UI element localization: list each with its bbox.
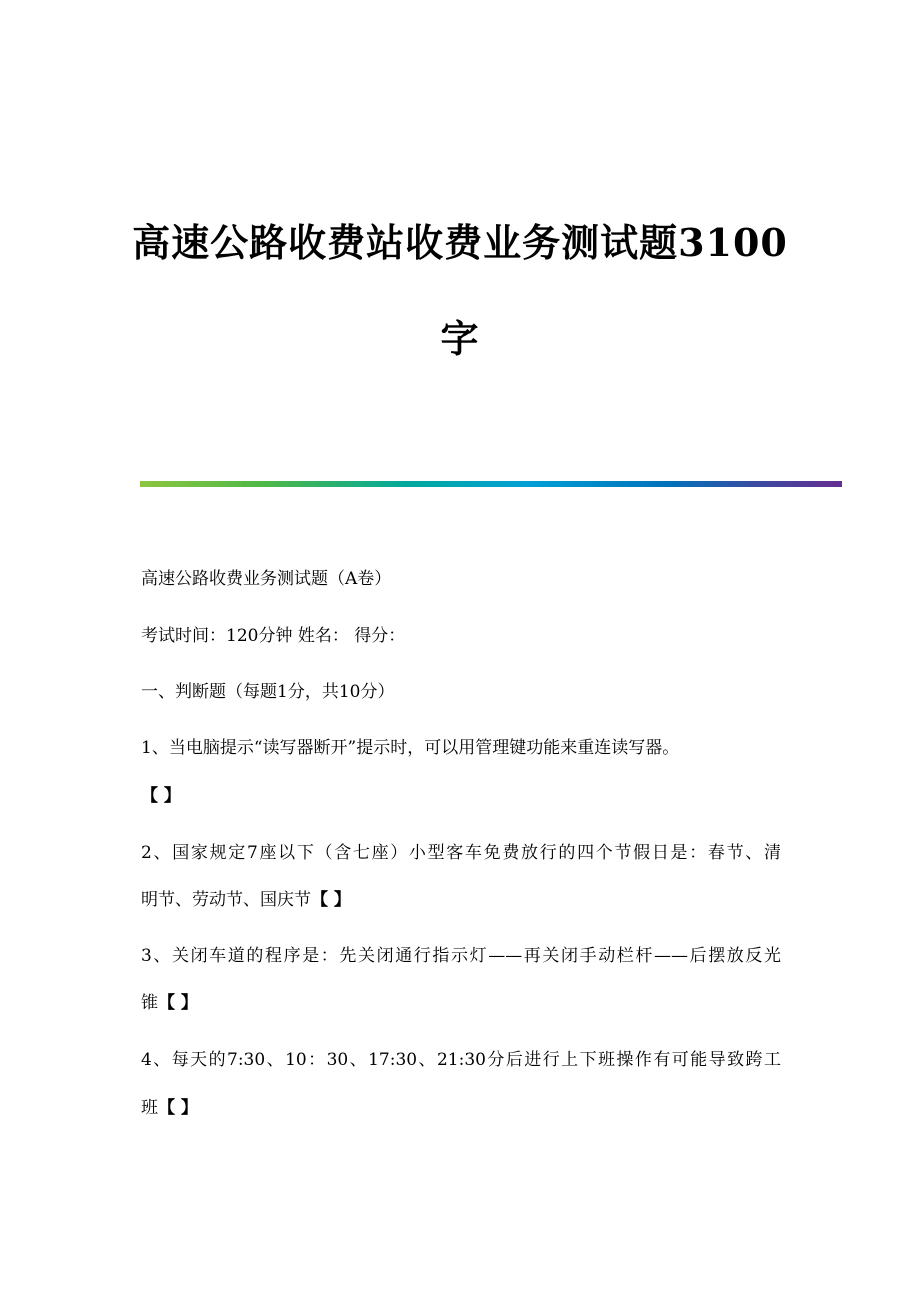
question-3-text-line-1: 3、关闭车道的程序是：先关闭通行指示灯——再关闭手动栏杆——后摆放反光 (141, 946, 781, 966)
exam-meta: 考试时间：120分钟 姓名： 得分： (141, 626, 406, 646)
document-title-line-2: 字 (440, 316, 480, 361)
question-1-text: 1、当电脑提示“读写器断开”提示时，可以用管理键功能来重连读写器。 (141, 738, 680, 758)
question-2-text-line-2-content: 明节、劳动节、国庆节 (141, 890, 311, 910)
question-3-text-line-2-content: 锥 (141, 993, 158, 1013)
question-3-answer-bracket[interactable]: 【 】 (158, 993, 198, 1013)
title-divider (140, 481, 842, 487)
question-3-text-line-2 (141, 995, 781, 1012)
question-2-answer-bracket[interactable]: 【 】 (311, 890, 351, 910)
question-4-answer-bracket[interactable]: 【 】 (158, 1098, 198, 1118)
question-2-text-line-2 (141, 892, 781, 909)
question-1-answer-bracket[interactable]: 【 】 (141, 786, 181, 806)
document-title-line-1: 高速公路收费站收费业务测试题3100 (132, 220, 788, 265)
exam-heading: 高速公路收费业务测试题（A卷） (141, 569, 392, 589)
question-2-text-line-1: 2、国家规定7座以下（含七座）小型客车免费放行的四个节假日是：春节、清 (141, 843, 781, 863)
question-4-text-line-1: 4、每天的7:30、10：30、17:30、21:30分后进行上下班操作有可能导致跨工 (141, 1050, 781, 1070)
question-4-text-line-2 (141, 1100, 781, 1117)
section-title: 一、判断题（每题1分，共10分） (141, 682, 395, 702)
question-4-text-line-2-content: 班 (141, 1098, 158, 1118)
